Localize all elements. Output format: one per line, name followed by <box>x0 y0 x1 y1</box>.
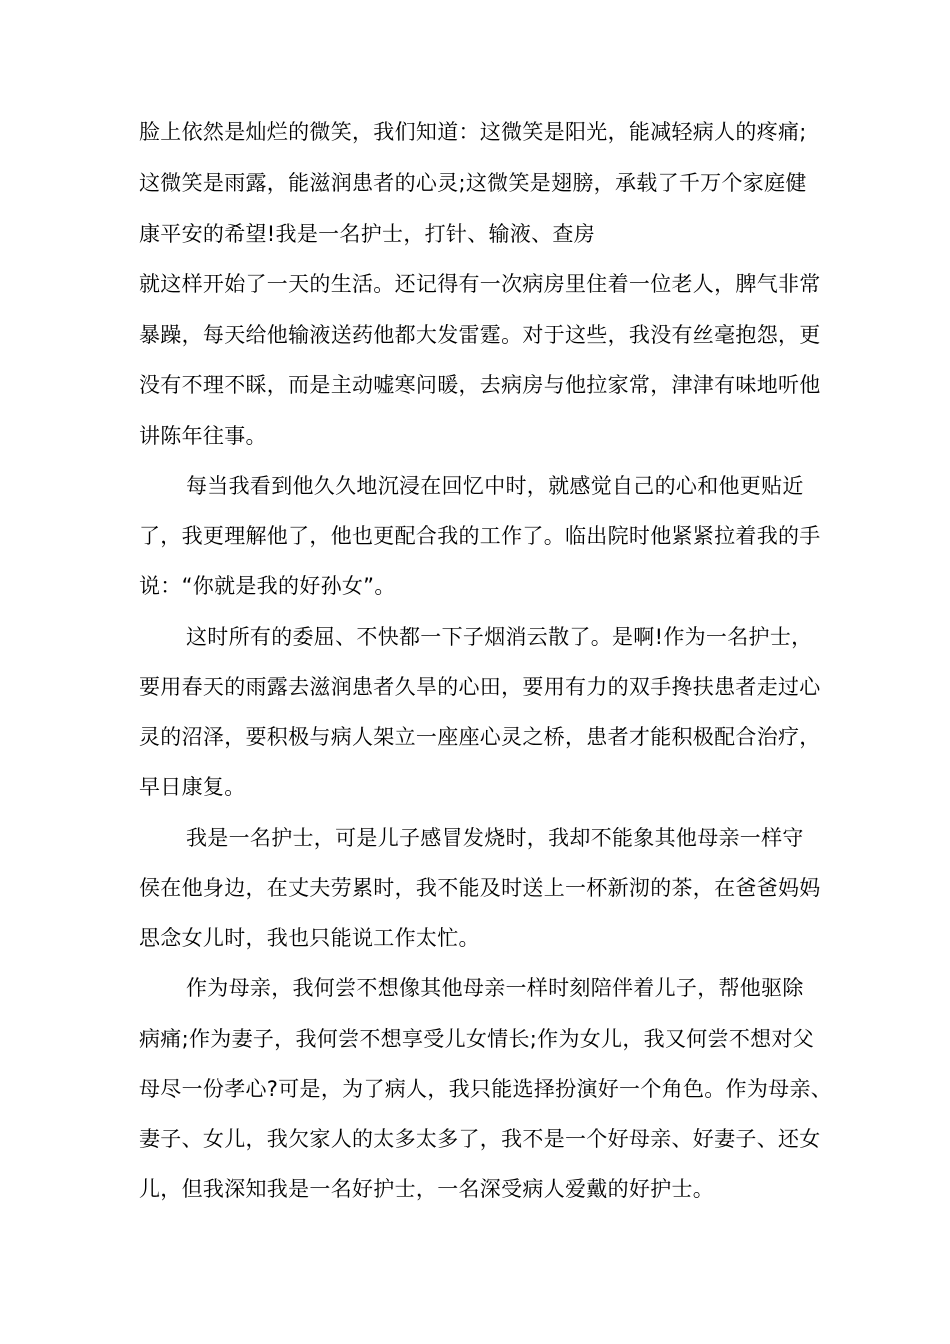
text-line: 没有不理不睬，而是主动嘘寒问暖，去病房与他拉家常，津津有味地听他 <box>139 373 821 397</box>
text-line: 早日康复。 <box>139 775 246 799</box>
text-line: 这微笑是雨露，能滋润患者的心灵;这微笑是翅膀，承载了千万个家庭健 <box>139 171 807 195</box>
text-line: 说：“你就是我的好孙女”。 <box>139 574 396 598</box>
text-line: 讲陈年往事。 <box>139 424 267 448</box>
text-line: 妻子、女儿，我欠家人的太多太多了，我不是一个好母亲、好妻子、还女 <box>139 1127 821 1151</box>
paragraph-first-line: 我是一名护士，可是儿子感冒发烧时，我却不能象其他母亲一样守 <box>186 826 804 850</box>
text-line: 儿，但我深知我是一名好护士，一名深受病人爱戴的好护士。 <box>139 1177 715 1201</box>
paragraph-first-line: 作为母亲，我何尝不想像其他母亲一样时刻陪伴着儿子，帮他驱除 <box>186 976 804 1000</box>
text-line: 病痛;作为妻子，我何尝不想享受儿女情长;作为女儿，我又何尝不想对父 <box>139 1027 815 1051</box>
text-line: 灵的沼泽，要积极与病人架立一座座心灵之桥，患者才能积极配合治疗， <box>139 725 821 749</box>
text-line: 脸上依然是灿烂的微笑，我们知道：这微笑是阳光，能减轻病人的疼痛; <box>139 120 807 144</box>
text-line: 就这样开始了一天的生活。还记得有一次病房里住着一位老人，脾气非常 <box>139 272 821 296</box>
paragraph-first-line: 这时所有的委屈、不快都一下子烟消云散了。是啊!作为一名护士， <box>186 625 813 649</box>
text-line: 母尽一份孝心?可是，为了病人，我只能选择扮演好一个角色。作为母亲、 <box>139 1077 833 1101</box>
paragraph-first-line: 每当我看到他久久地沉浸在回忆中时，就感觉自己的心和他更贴近 <box>186 474 804 498</box>
text-line: 侯在他身边，在丈夫劳累时，我不能及时送上一杯新沏的茶，在爸爸妈妈 <box>139 876 821 900</box>
text-line: 要用春天的雨露去滋润患者久旱的心田，要用有力的双手搀扶患者走过心 <box>139 675 821 699</box>
text-line: 暴躁，每天给他输液送药他都大发雷霆。对于这些，我没有丝毫抱怨，更 <box>139 323 821 347</box>
text-line: 康平安的希望!我是一名护士，打针、输液、查房 <box>139 222 596 246</box>
text-line: 思念女儿时，我也只能说工作太忙。 <box>139 926 480 950</box>
text-line: 了，我更理解他了，他也更配合我的工作了。临出院时他紧紧拉着我的手 <box>139 524 821 548</box>
